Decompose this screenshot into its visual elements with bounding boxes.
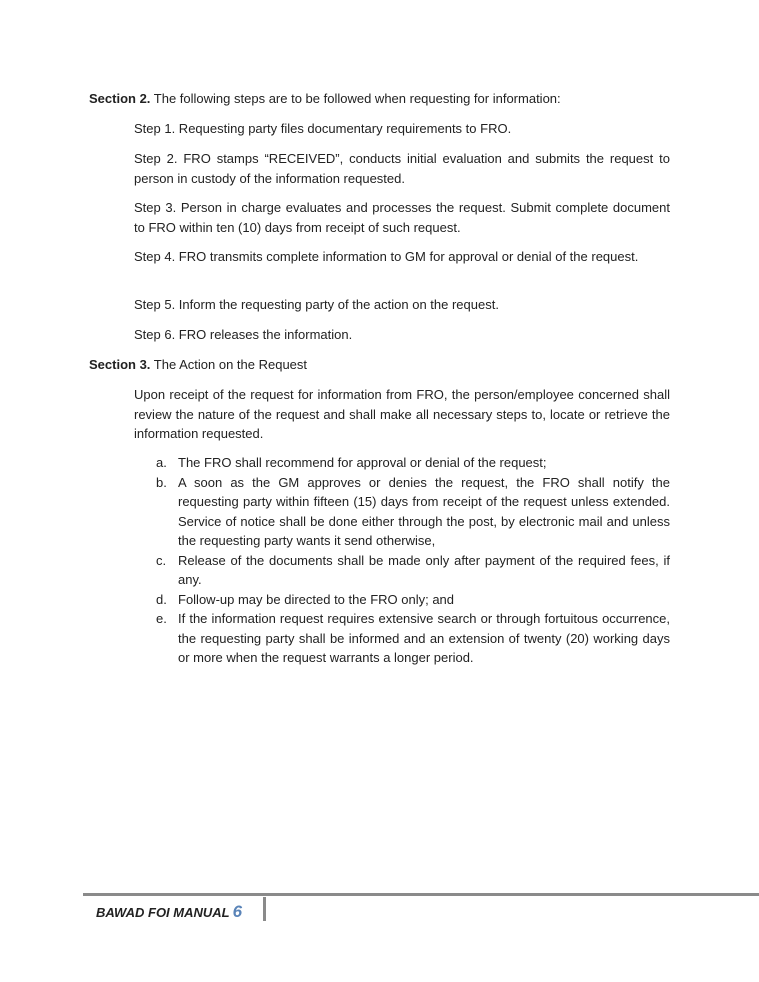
- step-6: Step 6. FRO releases the information.: [134, 327, 353, 342]
- list-item: [134, 609, 670, 668]
- list-marker: a.: [156, 455, 167, 470]
- list-marker: d.: [156, 591, 167, 607]
- list-marker: e.: [156, 611, 167, 626]
- list-item-text: If the information request requires extensive search or through fortuitous occurrence, the requesting party shall be informed and an extension of twenty (20) working days or more when the request warrants a longer period.: [178, 611, 670, 665]
- page-number: 6: [232, 902, 243, 921]
- action-list: [134, 453, 670, 668]
- section-3-intro: Upon receipt of the request for information from FRO, the person/employee concerned shall review the nature of the request and shall make all necessary steps to, locate or retrieve the information requested.: [134, 387, 670, 441]
- list-item-text: Release of the documents shall be made only after payment of the required fees, if any.: [178, 552, 670, 587]
- step-4: Step 4. FRO transmits complete information to GM for approval or denial of the request.: [134, 249, 639, 264]
- footer-divider: [263, 897, 266, 921]
- section-2-text: The following steps are to be followed when requesting for information:: [150, 91, 561, 106]
- list-item: [134, 473, 670, 551]
- list-item: [134, 590, 670, 610]
- footer-manual-name: BAWAD FOI MANUAL: [96, 905, 230, 920]
- list-item-text: The FRO shall recommend for approval or denial of the request;: [178, 455, 547, 470]
- footer-title: [96, 902, 242, 922]
- footer-rule: [83, 893, 759, 896]
- section-3-heading: [89, 355, 307, 374]
- step-2: Step 2. FRO stamps “RECEIVED”, conducts initial evaluation and submits the request to person in custody of the information requested.: [134, 151, 670, 186]
- step-5: Step 5. Inform the requesting party of the action on the request.: [134, 297, 499, 312]
- list-marker: c.: [156, 552, 167, 568]
- list-item: [134, 551, 670, 590]
- section-3-text: The Action on the Request: [150, 357, 308, 372]
- section-2-label: Section 2.: [89, 91, 151, 106]
- step-1: Step 1. Requesting party files documentary requirements to FRO.: [134, 121, 512, 136]
- section-3-label: Section 3.: [89, 357, 151, 372]
- section-2-heading: [89, 89, 561, 108]
- list-marker: b.: [156, 474, 167, 490]
- list-item-text: Follow-up may be directed to the FRO only; and: [178, 591, 455, 607]
- step-3: Step 3. Person in charge evaluates and processes the request. Submit complete document to FRO within ten (10) days from receipt of such request.: [134, 200, 670, 235]
- list-item: [134, 453, 670, 473]
- list-item-text: A soon as the GM approves or denies the request, the FRO shall notify the requesting party within fifteen (15) days from receipt of the request unless extended. Service of notice shall be done either through the post, by electronic mail and unless the requesting party wants it send otherwise,: [178, 474, 670, 548]
